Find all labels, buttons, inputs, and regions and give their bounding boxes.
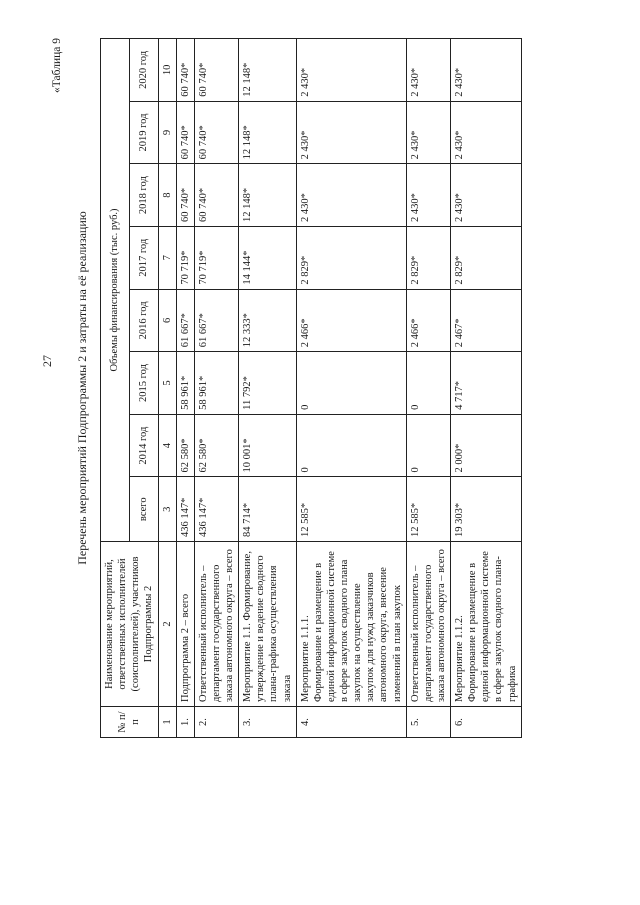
table-row bbox=[239, 39, 297, 738]
cell-value: 2 430* bbox=[406, 101, 450, 164]
cell-value: 2 466* bbox=[296, 289, 406, 352]
cell-value: 58 961* bbox=[176, 352, 194, 415]
cell-value: 70 719* bbox=[176, 226, 194, 289]
cell-value: 12 148* bbox=[239, 101, 297, 164]
cell-value: 2 466* bbox=[406, 289, 450, 352]
header-num: № п/п bbox=[101, 707, 159, 738]
cell-value: 436 147* bbox=[176, 477, 194, 542]
cell-value: 0 bbox=[296, 414, 406, 477]
header-year: 2015 год bbox=[129, 352, 158, 415]
column-number: 6 bbox=[158, 289, 176, 352]
cell-value: 2 430* bbox=[451, 39, 522, 102]
header-name: Наименование мероприятий, ответственных исполнителей (соисполнителей), участников Подпрограммы 2 bbox=[101, 542, 159, 707]
header-total: всего bbox=[129, 477, 158, 542]
cell-value: 12 148* bbox=[239, 39, 297, 102]
page-number: 27 bbox=[40, 355, 54, 367]
header-year: 2016 год bbox=[129, 289, 158, 352]
table-label: «Таблица 9 bbox=[51, 38, 63, 93]
cell-value: 2 467* bbox=[451, 289, 522, 352]
row-number: 6. bbox=[451, 707, 522, 738]
column-number: 2 bbox=[158, 542, 176, 707]
row-name: Мероприятие 1.1.1. Формирование и размещение в единой информационной системе в сфере закупок сводного плана закупок на осуществление закупок для нужд заказчиков автономного округа, внесение изменений в план закупок bbox=[296, 542, 406, 707]
cell-value: 60 740* bbox=[194, 39, 238, 102]
column-number: 8 bbox=[158, 164, 176, 227]
table-row bbox=[451, 39, 522, 738]
column-number: 7 bbox=[158, 226, 176, 289]
header-year: 2019 год bbox=[129, 101, 158, 164]
column-number: 10 bbox=[158, 39, 176, 102]
cell-value: 70 719* bbox=[194, 226, 238, 289]
cell-value: 2 430* bbox=[406, 164, 450, 227]
table-row bbox=[296, 39, 406, 738]
cell-value: 60 740* bbox=[194, 101, 238, 164]
row-name: Мероприятие 1.1.2. Формирование и размещение в единой информационной системе в сфере закупок сводного плана-графика bbox=[451, 542, 522, 707]
cell-value: 2 430* bbox=[451, 164, 522, 227]
column-number: 4 bbox=[158, 414, 176, 477]
header-year: 2020 год bbox=[129, 39, 158, 102]
row-number: 3. bbox=[239, 707, 297, 738]
row-name: Подпрограмма 2 – всего bbox=[176, 542, 194, 707]
cell-value: 2 430* bbox=[406, 39, 450, 102]
row-number: 5. bbox=[406, 707, 450, 738]
row-number: 4. bbox=[296, 707, 406, 738]
cell-value: 84 714* bbox=[239, 477, 297, 542]
cell-value: 2 829* bbox=[451, 226, 522, 289]
cell-value: 0 bbox=[406, 414, 450, 477]
table-row bbox=[176, 39, 194, 738]
header-year: 2018 год bbox=[129, 164, 158, 227]
cell-value: 60 740* bbox=[176, 101, 194, 164]
cell-value: 61 667* bbox=[194, 289, 238, 352]
row-number: 2. bbox=[194, 707, 238, 738]
table-container bbox=[51, 38, 580, 738]
row-number: 1. bbox=[176, 707, 194, 738]
column-number: 9 bbox=[158, 101, 176, 164]
cell-value: 60 740* bbox=[176, 39, 194, 102]
cell-value: 11 792* bbox=[239, 352, 297, 415]
row-name: Ответственный исполнитель – департамент государственного заказа автономного округа – всего bbox=[194, 542, 238, 707]
cell-value: 12 585* bbox=[406, 477, 450, 542]
row-name: Мероприятие 1.1. Формирование, утверждение и ведение сводного плана-графика осуществления заказа bbox=[239, 542, 297, 707]
column-number: 5 bbox=[158, 352, 176, 415]
table-row bbox=[406, 39, 450, 738]
column-number-row bbox=[158, 39, 176, 738]
column-number: 1 bbox=[158, 707, 176, 738]
cell-value: 61 667* bbox=[176, 289, 194, 352]
cell-value: 2 829* bbox=[296, 226, 406, 289]
row-name: Ответственный исполнитель – департамент государственного заказа автономного округа – всего bbox=[406, 542, 450, 707]
cell-value: 2 430* bbox=[296, 101, 406, 164]
cell-value: 4 717* bbox=[451, 352, 522, 415]
cell-value: 2 829* bbox=[406, 226, 450, 289]
cell-value: 2 430* bbox=[296, 39, 406, 102]
cell-value: 12 333* bbox=[239, 289, 297, 352]
cell-value: 0 bbox=[406, 352, 450, 415]
table-caption: Перечень мероприятий Подпрограммы 2 и затраты на её реализацию bbox=[75, 211, 89, 565]
cell-value: 58 961* bbox=[194, 352, 238, 415]
cell-value: 2 000* bbox=[451, 414, 522, 477]
cell-value: 60 740* bbox=[194, 164, 238, 227]
cell-value: 62 580* bbox=[176, 414, 194, 477]
cell-value: 60 740* bbox=[176, 164, 194, 227]
table-row bbox=[194, 39, 238, 738]
cell-value: 436 147* bbox=[194, 477, 238, 542]
cell-value: 12 148* bbox=[239, 164, 297, 227]
cell-value: 2 430* bbox=[296, 164, 406, 227]
cell-value: 62 580* bbox=[194, 414, 238, 477]
cell-value: 10 001* bbox=[239, 414, 297, 477]
cell-value: 2 430* bbox=[451, 101, 522, 164]
header-year: 2014 год bbox=[129, 414, 158, 477]
column-number: 3 bbox=[158, 477, 176, 542]
cell-value: 19 303* bbox=[451, 477, 522, 542]
cell-value: 14 144* bbox=[239, 226, 297, 289]
cell-value: 0 bbox=[296, 352, 406, 415]
funding-table bbox=[100, 38, 522, 738]
header-funding: Объемы финансирования (тыс. руб.) bbox=[101, 39, 130, 542]
cell-value: 12 585* bbox=[296, 477, 406, 542]
header-year: 2017 год bbox=[129, 226, 158, 289]
